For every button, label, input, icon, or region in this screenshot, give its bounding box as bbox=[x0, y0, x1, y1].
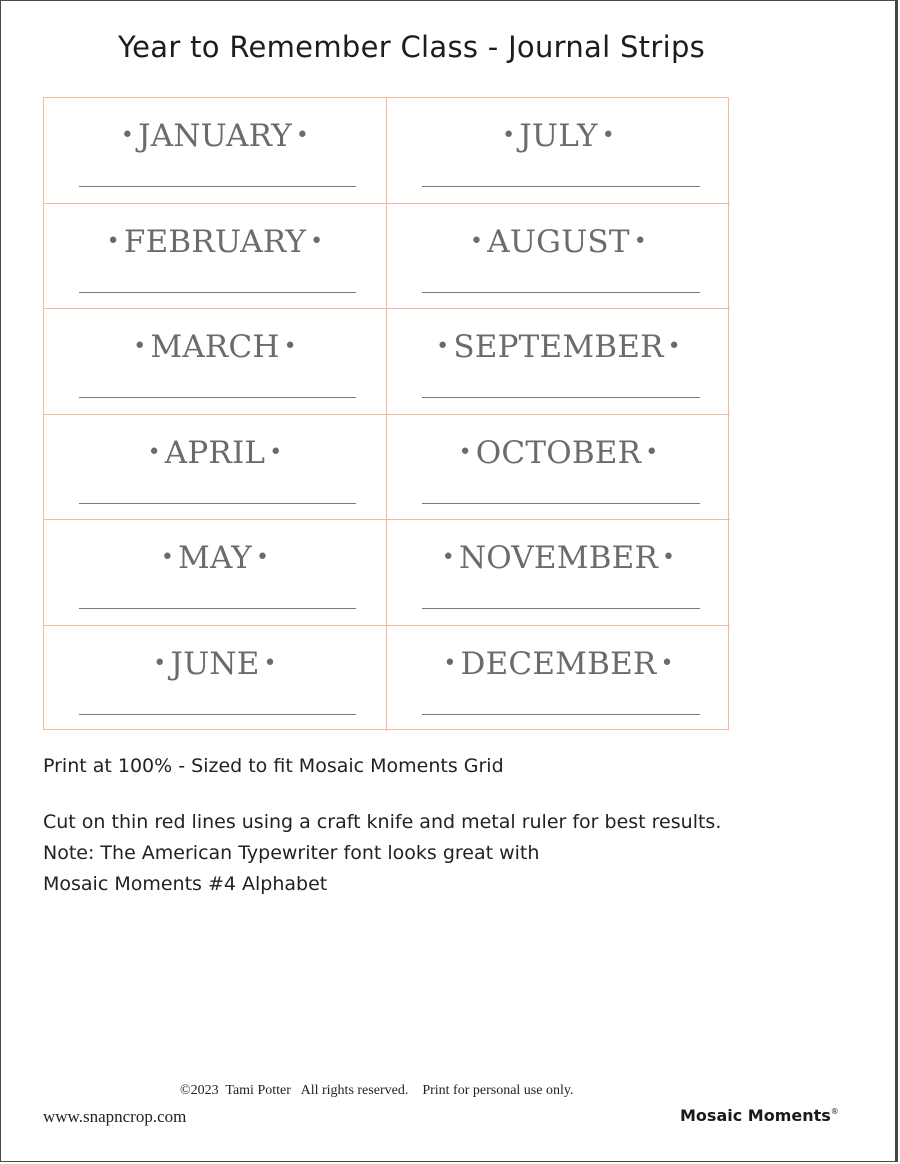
bullet: • bbox=[269, 439, 283, 465]
bullet: • bbox=[283, 334, 297, 359]
month-label bbox=[387, 646, 730, 682]
month-name: DECEMBER bbox=[460, 645, 657, 682]
bullet: • bbox=[255, 545, 270, 570]
bullet: • bbox=[502, 123, 516, 148]
writing-line bbox=[422, 503, 700, 504]
month-label bbox=[387, 329, 730, 365]
bullet: • bbox=[660, 650, 674, 676]
bullet: • bbox=[633, 228, 647, 254]
bullet: • bbox=[295, 123, 310, 148]
journal-strip-grid bbox=[43, 97, 729, 730]
month-label bbox=[44, 540, 386, 576]
cut-instruction: Cut on thin red lines using a craft knife and metal ruler for best results. bbox=[43, 811, 722, 833]
strip-december bbox=[387, 626, 730, 732]
month-name: MAY bbox=[178, 540, 252, 576]
month-label bbox=[44, 435, 386, 471]
bullet: • bbox=[160, 545, 175, 570]
writing-line bbox=[422, 292, 700, 293]
month-name: OCTOBER bbox=[475, 434, 642, 471]
bullet: • bbox=[667, 334, 681, 359]
bullet: • bbox=[263, 650, 277, 676]
brand-logo bbox=[680, 1106, 839, 1125]
writing-line bbox=[79, 292, 356, 293]
copyright-notice: ©2023 Tami Potter All rights reserved. Print for personal use only. bbox=[180, 1083, 574, 1098]
month-name: NOVEMBER bbox=[458, 540, 659, 576]
bullet: • bbox=[310, 228, 324, 254]
page-title: Year to Remember Class - Journal Strips bbox=[118, 30, 706, 64]
writing-line bbox=[79, 186, 356, 187]
strip-october bbox=[387, 415, 730, 521]
writing-line bbox=[79, 503, 356, 504]
writing-line bbox=[422, 397, 700, 398]
strip-may bbox=[44, 520, 387, 626]
bullet: • bbox=[662, 545, 676, 570]
bullet: • bbox=[645, 439, 659, 465]
writing-line bbox=[422, 714, 700, 715]
month-label bbox=[387, 224, 730, 260]
month-name: JANUARY bbox=[138, 118, 292, 154]
bullet: • bbox=[443, 650, 457, 676]
bullet: • bbox=[106, 228, 120, 254]
month-label bbox=[44, 224, 386, 260]
font-note-line-2: Mosaic Moments #4 Alphabet bbox=[43, 873, 328, 895]
month-label bbox=[44, 329, 386, 365]
website-link[interactable]: www.snapncrop.com bbox=[43, 1107, 187, 1126]
month-name: FEBRUARY bbox=[123, 223, 307, 260]
writing-line bbox=[422, 608, 700, 609]
month-name: JULY bbox=[519, 118, 598, 154]
font-note-line-1: Note: The American Typewriter font looks great with bbox=[43, 842, 540, 864]
strip-august bbox=[387, 204, 730, 310]
strip-july bbox=[387, 98, 730, 204]
writing-line bbox=[79, 714, 356, 715]
month-label bbox=[44, 118, 386, 154]
month-name: AUGUST bbox=[487, 223, 630, 260]
month-label bbox=[387, 435, 730, 471]
strip-june bbox=[44, 626, 387, 732]
writing-line bbox=[422, 186, 700, 187]
month-name: JUNE bbox=[170, 645, 260, 682]
strip-march bbox=[44, 309, 387, 415]
strip-february bbox=[44, 204, 387, 310]
bullet: • bbox=[120, 123, 135, 148]
writing-line bbox=[79, 608, 356, 609]
month-name: SEPTEMBER bbox=[453, 329, 664, 365]
brand-name: Mosaic Moments bbox=[680, 1106, 831, 1125]
month-label bbox=[387, 540, 730, 576]
bullet: • bbox=[470, 228, 484, 254]
bullet: • bbox=[601, 123, 615, 148]
month-name: APRIL bbox=[164, 434, 266, 471]
bullet: • bbox=[436, 334, 450, 359]
month-label bbox=[387, 118, 730, 154]
strip-november bbox=[387, 520, 730, 626]
strip-april bbox=[44, 415, 387, 521]
bullet: • bbox=[147, 439, 161, 465]
month-label bbox=[44, 646, 386, 682]
strip-september bbox=[387, 309, 730, 415]
bullet: • bbox=[441, 545, 455, 570]
print-instruction: Print at 100% - Sized to fit Mosaic Moments Grid bbox=[43, 755, 504, 777]
month-name: MARCH bbox=[150, 329, 280, 365]
registered-mark: ® bbox=[830, 1107, 839, 1116]
writing-line bbox=[79, 397, 356, 398]
bullet: • bbox=[458, 439, 472, 465]
bullet: • bbox=[153, 650, 167, 676]
strip-january bbox=[44, 98, 387, 204]
bullet: • bbox=[133, 334, 147, 359]
